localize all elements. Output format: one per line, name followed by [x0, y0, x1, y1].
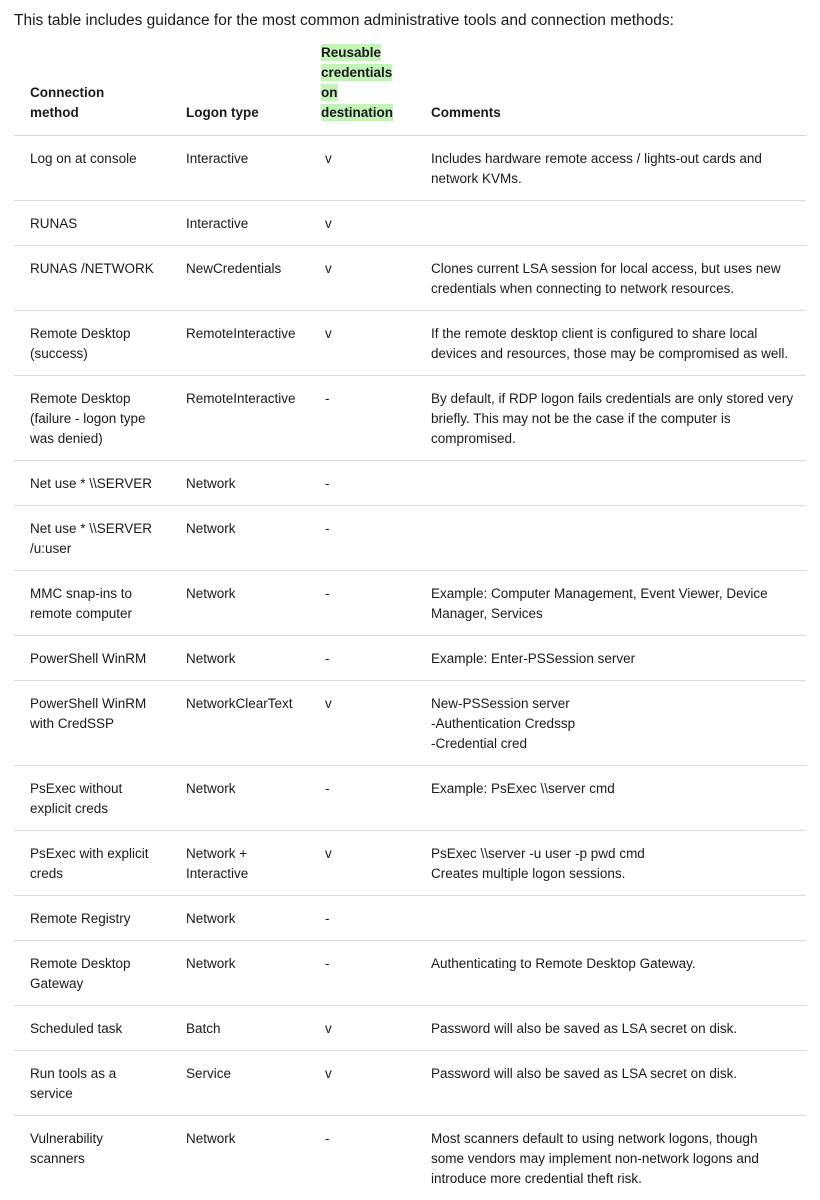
table-row — [14, 831, 806, 896]
cell-text-line: PsExec with explicit — [30, 846, 149, 861]
cell-connection-method — [14, 896, 170, 941]
cell-text-line: -Credential cred — [431, 736, 528, 751]
header-text-line: Connection — [30, 85, 105, 100]
cell-text-line: Net use * \\SERVER — [30, 476, 153, 491]
cell-text-line: network KVMs. — [431, 171, 522, 186]
table-row — [14, 681, 806, 766]
cell-text-line: Network — [186, 476, 236, 491]
cell-text-line: Network — [186, 911, 236, 926]
table-row — [14, 1006, 806, 1051]
cell-connection-method — [14, 1006, 170, 1051]
header-logon-type: Logon type — [170, 42, 309, 136]
cell-logon-type — [170, 246, 309, 311]
cell-text-line: introduce more credential theft risk. — [431, 1171, 642, 1186]
cell-connection-method — [14, 311, 170, 376]
cell-connection-method — [14, 941, 170, 1006]
cell-reusable-credentials: v — [309, 311, 415, 376]
cell-text-line: Includes hardware remote access / lights-out cards and — [431, 151, 762, 166]
cell-text-line: RemoteInteractive — [186, 326, 296, 341]
cell-logon-type — [170, 506, 309, 571]
cell-text-line: Network — [186, 651, 236, 666]
cell-comments — [415, 681, 806, 766]
cell-text-line: PsExec \\server -u user -p pwd cmd — [431, 846, 645, 861]
cell-logon-type — [170, 136, 309, 201]
cell-connection-method — [14, 376, 170, 461]
cell-comments — [415, 136, 806, 201]
cell-text-line: Network — [186, 1131, 236, 1146]
table-header — [14, 42, 806, 136]
cell-text-line: If the remote desktop client is configured to share local — [431, 326, 758, 341]
cell-connection-method — [14, 681, 170, 766]
cell-logon-type — [170, 766, 309, 831]
table-row — [14, 461, 806, 506]
cell-text-line: Network — [186, 521, 236, 536]
cell-connection-method — [14, 461, 170, 506]
header-text-line: Reusable — [321, 45, 382, 60]
cell-comments — [415, 201, 806, 246]
cell-text-line: (success) — [30, 346, 88, 361]
cell-text-line: service — [30, 1086, 73, 1101]
cell-logon-type — [170, 1116, 309, 1200]
cell-text-line: By default, if RDP logon fails credentials are only stored very — [431, 391, 794, 406]
cell-text-line: Service — [186, 1066, 232, 1081]
cell-text-line: Batch — [186, 1021, 221, 1036]
cell-reusable-credentials: - — [309, 941, 415, 1006]
cell-text-line: Password will also be saved as LSA secret on disk. — [431, 1021, 738, 1036]
cell-text-line: RUNAS /NETWORK — [30, 261, 154, 276]
cell-connection-method — [14, 1051, 170, 1116]
cell-text-line: Network — [186, 781, 236, 796]
cell-text-line: PowerShell WinRM — [30, 651, 147, 666]
cell-text-line: Network — [186, 586, 236, 601]
cell-text-line: PowerShell WinRM — [30, 696, 147, 711]
cell-text-line: Network — [186, 956, 236, 971]
header-reusable-credentials — [309, 42, 415, 136]
cell-text-line: creds — [30, 866, 64, 881]
header-connection-method — [14, 42, 170, 136]
table-row — [14, 506, 806, 571]
cell-logon-type — [170, 831, 309, 896]
cell-text-line: Creates multiple logon sessions. — [431, 866, 626, 881]
cell-comments — [415, 1116, 806, 1200]
cell-text-line: Example: PsExec \\server cmd — [431, 781, 615, 796]
cell-connection-method — [14, 636, 170, 681]
cell-text-line: was denied) — [30, 431, 103, 446]
cell-text-line: Log on at console — [30, 151, 137, 166]
cell-logon-type — [170, 1006, 309, 1051]
cell-text-line: Interactive — [186, 216, 249, 231]
cell-reusable-credentials: v — [309, 681, 415, 766]
table-row — [14, 246, 806, 311]
cell-reusable-credentials: - — [309, 896, 415, 941]
cell-text-line: Example: Computer Management, Event Viewer, Device — [431, 586, 768, 601]
cell-logon-type — [170, 681, 309, 766]
header-text-line: on — [321, 85, 338, 100]
cell-text-line: Most scanners default to using network logons, though — [431, 1131, 758, 1146]
cell-reusable-credentials: v — [309, 1051, 415, 1116]
cell-reusable-credentials: v — [309, 136, 415, 201]
cell-text-line: Remote Registry — [30, 911, 131, 926]
cell-logon-type — [170, 376, 309, 461]
cell-reusable-credentials: v — [309, 1006, 415, 1051]
cell-reusable-credentials: - — [309, 376, 415, 461]
cell-reusable-credentials: v — [309, 246, 415, 311]
cell-connection-method — [14, 201, 170, 246]
cell-text-line: explicit creds — [30, 801, 109, 816]
cell-text-line: Remote Desktop — [30, 391, 131, 406]
cell-logon-type — [170, 896, 309, 941]
cell-comments — [415, 311, 806, 376]
cell-connection-method — [14, 571, 170, 636]
cell-text-line: Clones current LSA session for local access, but uses new — [431, 261, 781, 276]
cell-reusable-credentials: - — [309, 571, 415, 636]
cell-reusable-credentials: v — [309, 831, 415, 896]
header-comments: Comments — [415, 42, 806, 136]
cell-connection-method — [14, 766, 170, 831]
cell-text-line: Remote Desktop — [30, 956, 131, 971]
cell-text-line: NewCredentials — [186, 261, 282, 276]
cell-text-line: Interactive — [186, 866, 249, 881]
cell-text-line: Scheduled task — [30, 1021, 123, 1036]
cell-text-line: compromised. — [431, 431, 516, 446]
connection-methods-table — [14, 42, 806, 1200]
cell-text-line: some vendors may implement non-network logons and — [431, 1151, 759, 1166]
table-row — [14, 1116, 806, 1200]
cell-text-line: briefly. This may not be the case if the computer is — [431, 411, 731, 426]
cell-comments — [415, 766, 806, 831]
cell-comments — [415, 896, 806, 941]
cell-reusable-credentials: - — [309, 506, 415, 571]
table-row — [14, 636, 806, 681]
cell-text-line: RemoteInteractive — [186, 391, 296, 406]
cell-text-line: -Authentication Credssp — [431, 716, 576, 731]
cell-comments — [415, 506, 806, 571]
cell-text-line: credentials when connecting to network resources. — [431, 281, 735, 296]
cell-reusable-credentials: v — [309, 201, 415, 246]
cell-logon-type — [170, 636, 309, 681]
table-row — [14, 376, 806, 461]
table-row — [14, 896, 806, 941]
cell-logon-type — [170, 461, 309, 506]
cell-reusable-credentials: - — [309, 766, 415, 831]
cell-comments — [415, 831, 806, 896]
table-row — [14, 571, 806, 636]
cell-text-line: Gateway — [30, 976, 84, 991]
cell-comments — [415, 376, 806, 461]
cell-text-line: New-PSSession server — [431, 696, 570, 711]
cell-text-line: remote computer — [30, 606, 133, 621]
cell-logon-type — [170, 311, 309, 376]
cell-text-line: Remote Desktop — [30, 326, 131, 341]
cell-logon-type — [170, 201, 309, 246]
cell-reusable-credentials: - — [325, 1131, 330, 1146]
cell-text-line: RUNAS — [30, 216, 78, 231]
cell-text-line: Interactive — [186, 151, 249, 166]
cell-text-line: /u:user — [30, 541, 72, 556]
cell-reusable-credentials: - — [309, 461, 415, 506]
cell-reusable-credentials: - — [309, 636, 415, 681]
cell-connection-method — [14, 831, 170, 896]
cell-text-line: Manager, Services — [431, 606, 543, 621]
table-row — [14, 311, 806, 376]
cell-connection-method — [14, 1116, 170, 1200]
cell-text-line: Vulnerability — [30, 1131, 104, 1146]
table-row — [14, 201, 806, 246]
cell-comments — [415, 461, 806, 506]
header-text-line: method — [30, 105, 79, 120]
cell-text-line: MMC snap-ins to — [30, 586, 133, 601]
cell-connection-method — [14, 506, 170, 571]
header-row — [14, 42, 806, 136]
header-text-line: credentials — [321, 65, 393, 80]
highlighted-header-text — [321, 44, 393, 121]
cell-logon-type — [170, 941, 309, 1006]
intro-text: This table includes guidance for the most common administrative tools and connection methods: — [14, 12, 674, 29]
cell-connection-method — [14, 246, 170, 311]
cell-comments — [415, 571, 806, 636]
cell-comments — [415, 941, 806, 1006]
header-text-line: destination — [321, 105, 394, 120]
cell-comments — [415, 1051, 806, 1116]
table-row — [14, 766, 806, 831]
cell-text-line: devices and resources, those may be compromised as well. — [431, 346, 789, 361]
cell-text-line: Example: Enter-PSSession server — [431, 651, 636, 666]
cell-text-line: Authenticating to Remote Desktop Gateway. — [431, 956, 696, 971]
cell-comments — [415, 1006, 806, 1051]
cell-text-line: with CredSSP — [30, 716, 115, 731]
table-row — [14, 941, 806, 1006]
cell-text-line: Password will also be saved as LSA secret on disk. — [431, 1066, 738, 1081]
table-row — [14, 136, 806, 201]
cell-text-line: Net use * \\SERVER — [30, 521, 153, 536]
cell-text-line: scanners — [30, 1151, 85, 1166]
cell-comments — [415, 246, 806, 311]
cell-logon-type — [170, 1051, 309, 1116]
cell-text-line: Network + — [186, 846, 248, 861]
cell-connection-method — [14, 136, 170, 201]
cell-text-line: NetworkClearText — [186, 696, 293, 711]
cell-text-line: PsExec without — [30, 781, 123, 796]
cell-logon-type — [170, 571, 309, 636]
cell-text-line: (failure - logon type — [30, 411, 146, 426]
cell-comments — [415, 636, 806, 681]
cell-text-line: Run tools as a — [30, 1066, 117, 1081]
table-body — [14, 136, 806, 1200]
table-row — [14, 1051, 806, 1116]
